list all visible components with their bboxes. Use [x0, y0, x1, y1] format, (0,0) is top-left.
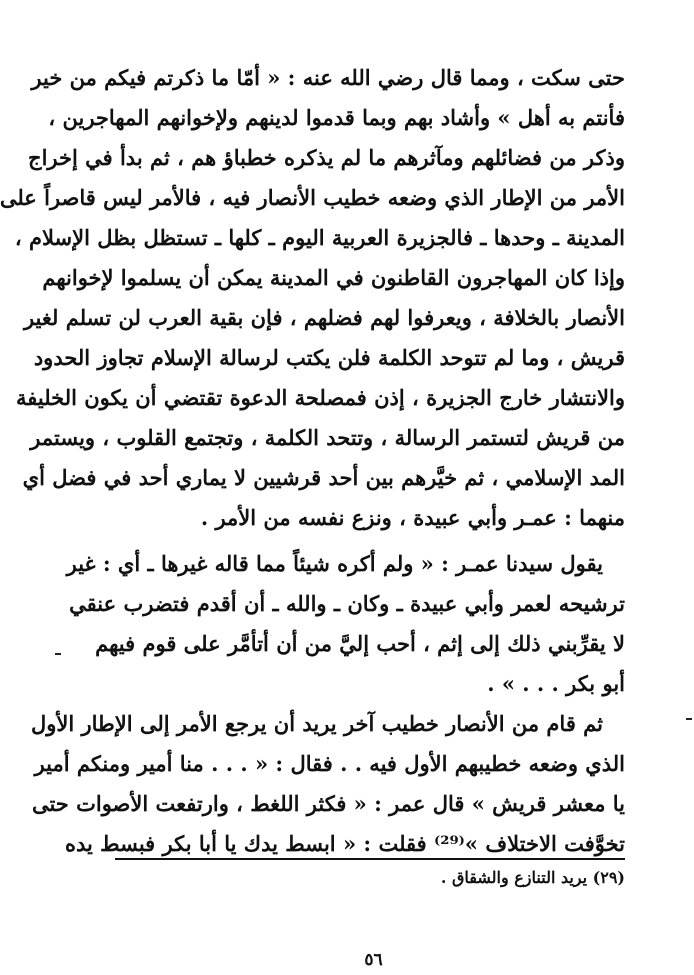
page-body	[0, 58, 625, 864]
text-line: ترشيحه لعمر وأبي عبيدة ـ وكان ـ والله ـ أن أقدم فتضرب عنقي	[69, 591, 625, 616]
text-line: يا معشر قريش » قال عمر : « فكثر اللغط ، وارتفعت الأصوات حتى	[31, 791, 625, 816]
margin-mark	[55, 653, 61, 655]
text-line: وذكر من فضائلهم ومآثرهم ما لم يذكره خطباؤ هم ، ثم بدأ في إخراج	[28, 145, 625, 170]
footnote-divider	[115, 858, 625, 860]
text-line: منهما : عمـر وأبي عبيدة ، ونزع نفسه من الأمر .	[200, 505, 625, 530]
text-line: فأنتم به أهل » وأشاد بهم وبما قدموا لدينهم ولإخوانهم المهاجرين ،	[48, 105, 625, 130]
text-line: الأنصار بالخلافة ، ويعرفوا لهم فضلهم ، فإن بقية العرب لن تسلم لغير	[23, 305, 625, 330]
page-number: ٥٦	[364, 950, 383, 970]
text-line: والانتشار خارج الجزيرة ، إذن فمصلحة الدعوة تقتضي أن يكون الخليفة	[15, 385, 625, 410]
text-line: الذي وضعه خطيبهم الأول فيه . . فقال : « . . . منا أمير ومنكم أمير	[34, 751, 625, 776]
text-line: حتى سكت ، ومما قال رضي الله عنه : « أمّا ما ذكرتم فيكم من خير	[31, 65, 625, 90]
text-line: من قريش لتستمر الرسالة ، وتتحد الكلمة ، وتجتمع القلوب ، ويستمر	[30, 425, 625, 450]
text-line: قريش ، وما لم تتوحد الكلمة فلن يكتب لرسالة الإسلام تجاوز الحدود	[33, 345, 625, 370]
footnote: (٢٩) يريد التنازع والشقاق .	[440, 868, 625, 887]
text-line: تخوَّفت الاختلاف »⁽²⁹⁾ فقلت : « ابسط يدك يا أبا بكر فبسط يده	[64, 831, 625, 856]
text-line: المد الإسلامي ، ثم خيَّرهم بين أحد قرشيين لا يماري أحد في فضل أي	[22, 465, 625, 490]
text-line: الأمر من الإطار الذي وضعه خطيب الأنصار فيه ، فالأمر ليس قاصراً على	[0, 185, 625, 210]
text-line: وإذا كان المهاجرون القاطنون في المدينة يمكن أن يسلموا لإخوانهم	[42, 265, 625, 290]
margin-mark	[686, 718, 692, 720]
text-line: المدينة ـ وحدها ـ فالجزيرة العربية اليوم ـ كلها ـ تستظل بظل الإسلام ،	[14, 225, 625, 250]
text-line: ثم قام من الأنصار خطيب آخر يريد أن يرجع الأمر إلى الإطار الأول	[30, 711, 603, 736]
text-line: يقول سيدنا عمـر : « ولم أكره شيئاً مما قاله غيرها ـ أي : غير	[66, 551, 603, 576]
text-line: لا يقرِّبني ذلك إلى إثم ، أحب إليَّ من أن أتأمَّر على قوم فيهم	[95, 631, 625, 656]
text-line: أبو بكر . . . » .	[487, 671, 625, 696]
